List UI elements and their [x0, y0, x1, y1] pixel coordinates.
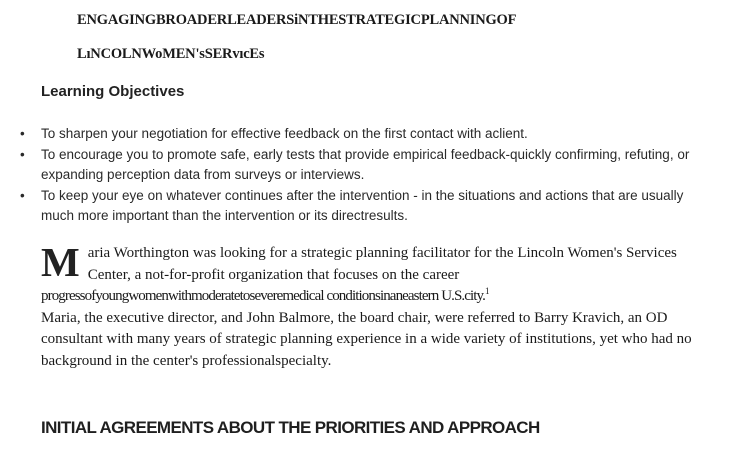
list-item	[20, 145, 710, 186]
bullet-icon: •	[20, 187, 25, 203]
list-item	[20, 186, 710, 227]
case-text-part-3: Maria, the executive director, and John Balmore, the board chair, were referred to Barry Kravich, an OD consultant with many years of strategic planning experience in a wide variety of institutions, yet who had no background in the center's professionalspecialty.	[41, 309, 692, 369]
bullet-icon: •	[20, 126, 25, 141]
drop-cap: M	[41, 239, 80, 285]
section-heading-initial-agreements: INITIAL AGREEMENTS ABOUT THE PRIORITIES AND APPROACH	[41, 418, 540, 437]
document-title-line-1: ENGAGINGBROADERLEADERSiNTHESTRATEGICPLANNINGOF	[77, 12, 517, 28]
objective-text: To sharpen your negotiation for effective feedback on the first contact with aclient.	[41, 126, 528, 141]
case-text-part-2: progressofyoungwomenwithmoderatetoseveremedical conditionsinaneastern U.S.city.	[41, 288, 486, 304]
document-title-line-2: LıNCOLNWoMEN'sSERvıcEs	[77, 46, 265, 62]
footnote-marker[interactable]: 1	[485, 286, 490, 296]
learning-objectives-heading: Learning Objectives	[41, 83, 185, 100]
objective-text: To keep your eye on whatever continues after the intervention - in the situations and actions that are usually much more important than the intervention or its directresults.	[41, 187, 684, 223]
case-introduction-paragraph	[41, 239, 721, 372]
learning-objectives-list	[20, 124, 710, 227]
list-item	[20, 124, 710, 145]
bullet-icon: •	[20, 146, 25, 162]
objective-text: To encourage you to promote safe, early tests that provide empirical feedback-quickly confirming, refuting, or expanding perception data from surveys or interviews.	[41, 146, 690, 182]
case-text-part-1: aria Worthington was looking for a strategic planning facilitator for the Lincoln Women's Services Center, a not-for-profit organization that focuses on the career	[87, 245, 677, 283]
